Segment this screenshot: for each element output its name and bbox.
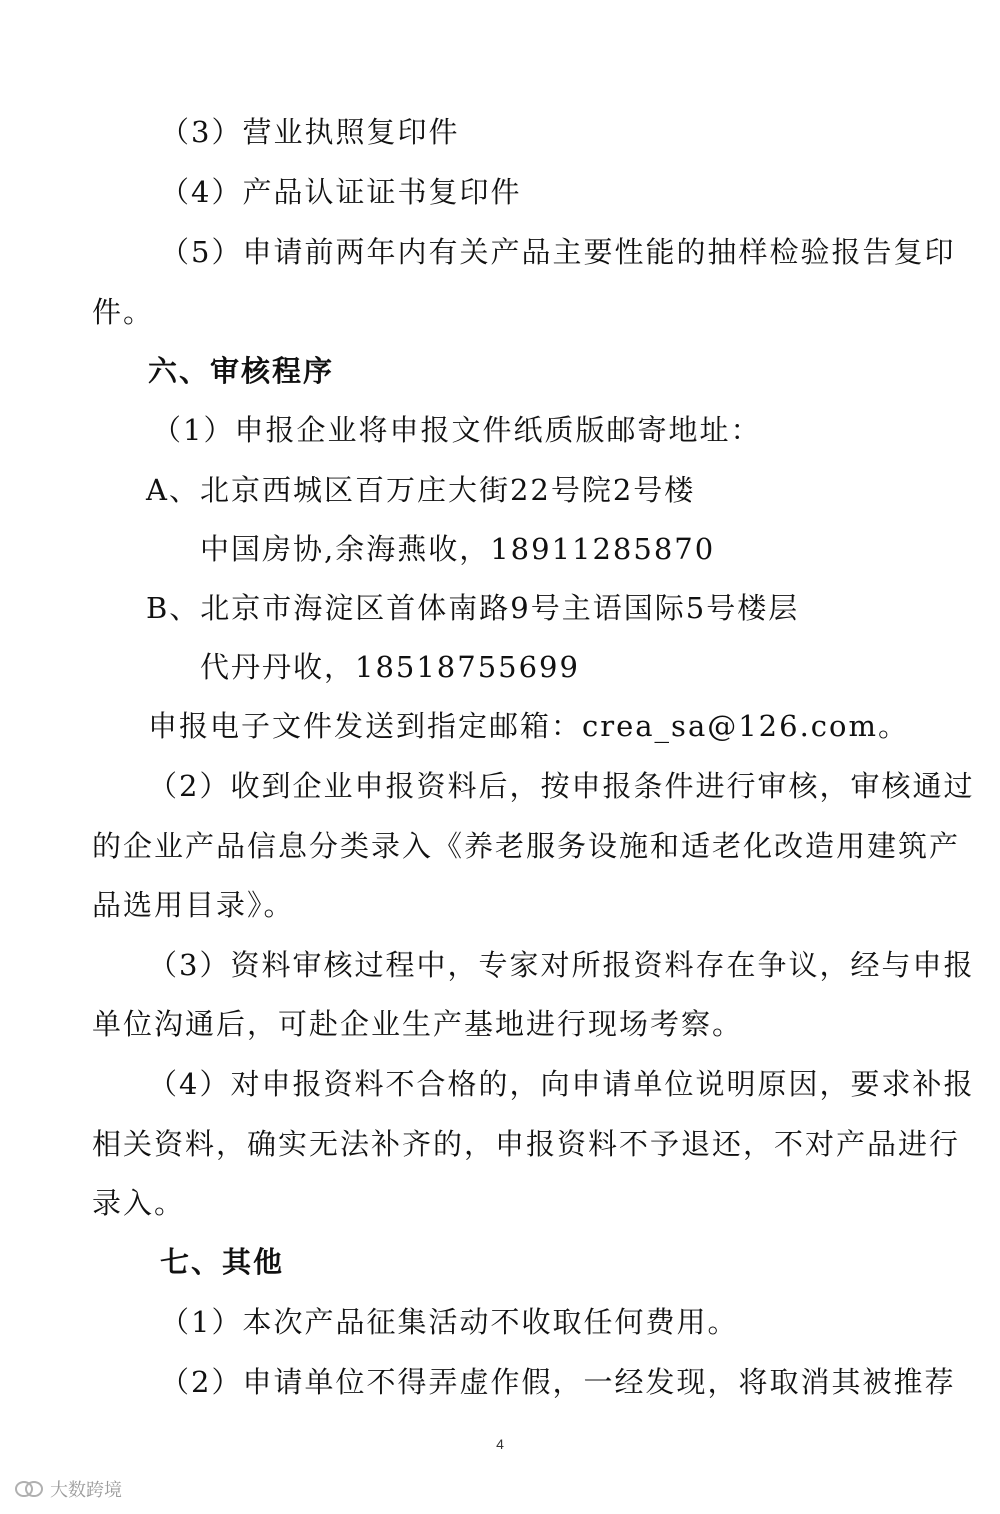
section-heading: 六、审核程序	[148, 354, 335, 388]
paragraph-line: （3）资料审核过程中，专家对所报资料存在争议，经与申报	[148, 948, 975, 982]
paragraph-line: 录入。	[92, 1186, 186, 1220]
paragraph-line: （4）对申报资料不合格的，向申请单位说明原因，要求补报	[148, 1067, 975, 1101]
address-line: A、北京西城区百万庄大街22号院2号楼	[146, 473, 696, 507]
paragraph-line: （2）收到企业申报资料后，按申报条件进行审核，审核通过	[148, 769, 975, 803]
address-line: B、北京市海淀区首体南路9号主语国际5号楼层	[146, 591, 800, 625]
paragraph-line: 相关资料，确实无法补齐的，申报资料不予退还，不对产品进行	[92, 1127, 961, 1161]
list-item: （5）申请前两年内有关产品主要性能的抽样检验报告复印	[160, 235, 956, 269]
list-item: （2）申请单位不得弄虚作假，一经发现，将取消其被推荐	[160, 1365, 956, 1399]
list-item: （1）申报企业将申报文件纸质版邮寄地址：	[152, 413, 762, 447]
watermark-logo-icon	[14, 1479, 44, 1499]
list-item: （4）产品认证证书复印件	[160, 175, 522, 209]
paragraph-line: 的企业产品信息分类录入《养老服务设施和适老化改造用建筑产	[92, 829, 961, 863]
paragraph-line: 单位沟通后，可赴企业生产基地进行现场考察。	[92, 1007, 744, 1041]
address-recipient: 代丹丹收，18518755699	[200, 650, 580, 684]
page-number: 4	[496, 1436, 504, 1452]
list-item: （1）本次产品征集活动不收取任何费用。	[160, 1305, 739, 1339]
address-recipient: 中国房协,余海燕收，18911285870	[200, 532, 716, 566]
list-item-continuation: 件。	[92, 295, 155, 329]
paragraph-line: 品选用目录》。	[92, 888, 295, 922]
section-heading: 七、其他	[160, 1245, 285, 1279]
email-line: 申报电子文件发送到指定邮箱：crea_sa@126.com。	[148, 709, 909, 743]
list-item: （3）营业执照复印件	[160, 115, 460, 149]
watermark-text: 大数跨境	[50, 1480, 122, 1501]
watermark	[14, 1476, 122, 1502]
